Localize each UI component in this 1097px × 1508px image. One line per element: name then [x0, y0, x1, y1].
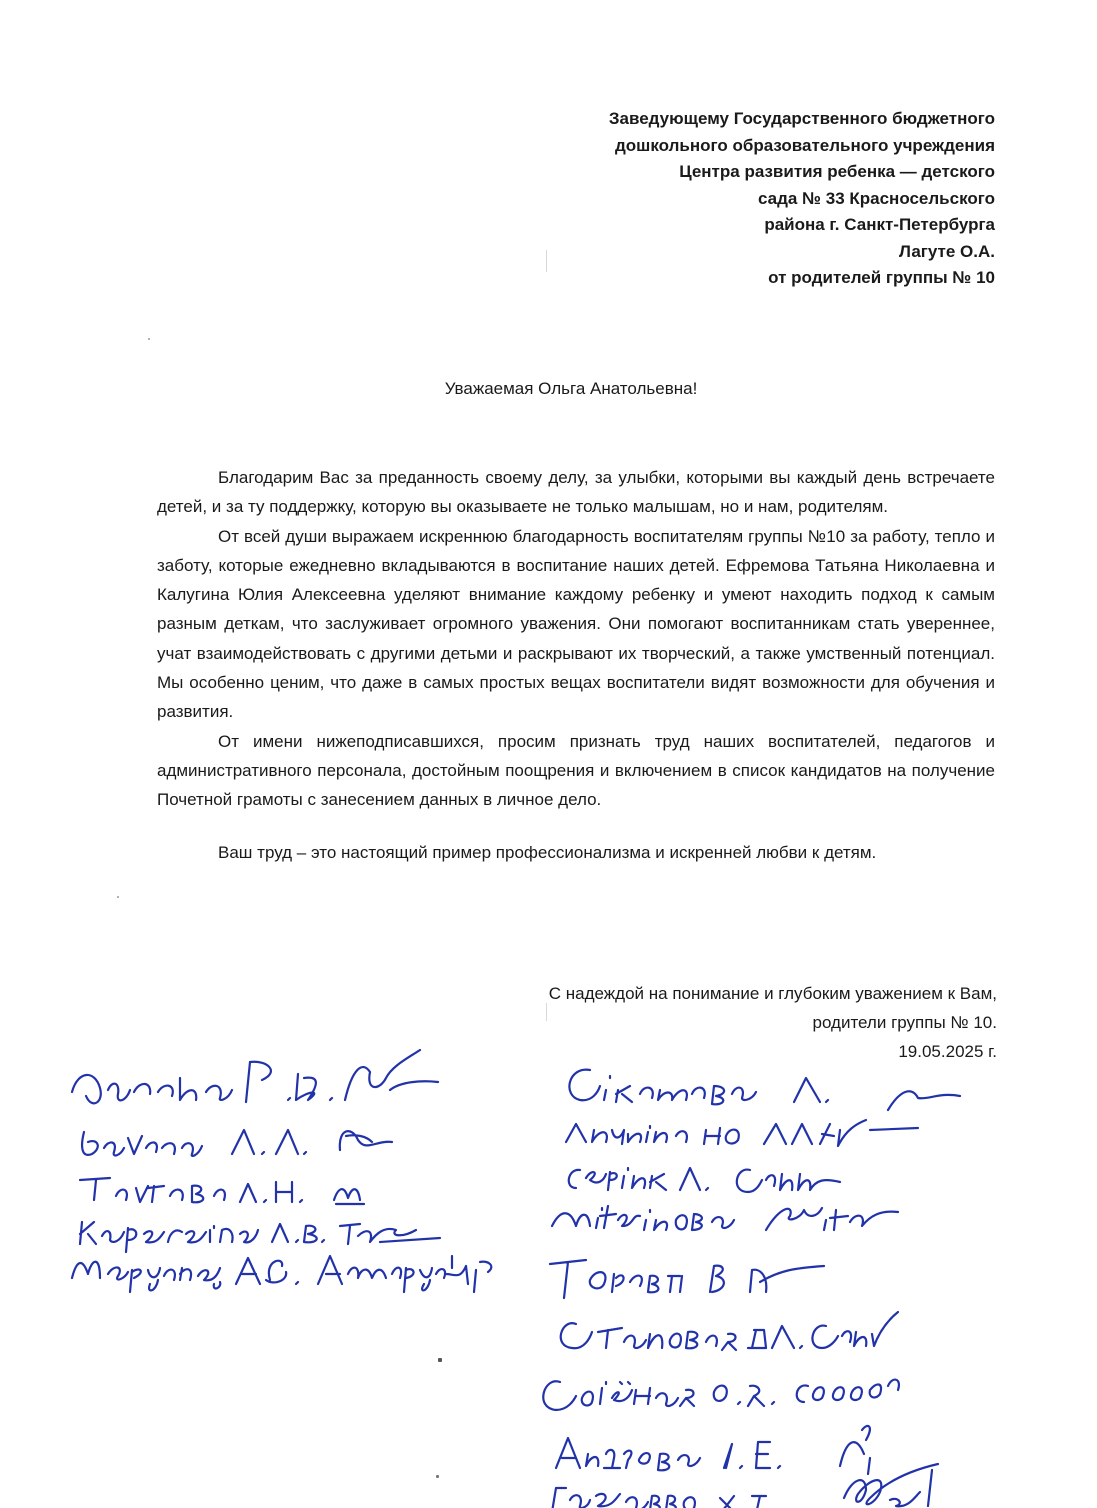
signature-right-4 [552, 1206, 898, 1230]
signature-left-1 [72, 1050, 438, 1103]
signatures-drawing [0, 1030, 1097, 1508]
handwritten-signatures [0, 1030, 1097, 1508]
closing-line: С надеждой на понимание и глубоким уважением к Вам, [548, 984, 997, 1003]
signature-right-9 [552, 1464, 938, 1508]
signature-right-1 [569, 1070, 960, 1110]
addressee-line: дошкольного образовательного учреждения [614, 135, 995, 155]
signature-right-8 [556, 1426, 870, 1474]
scan-artifact [436, 1475, 439, 1478]
sender-line: от родителей группы № 10 [768, 268, 995, 287]
scan-artifact [546, 250, 547, 272]
scan-artifact [148, 338, 150, 340]
signature-right-7 [543, 1380, 899, 1410]
closing-signoff: родители группы № 10. [812, 1013, 997, 1032]
signature-right-5 [550, 1260, 824, 1298]
body-paragraph: От имени нижеподписавшихся, просим признать труд наших воспитателей, педагогов и административного персонала, достойным поощрения и включением в список кандидатов на получение Почетной грамоты с занесением данных в личное дело. [157, 731, 995, 810]
body-paragraph: Благодарим Вас за преданность своему делу, за улыбки, которыми вы каждый день встречаете детей, и за ту поддержку, которую вы оказываете не только малышам, но и нам, родителям. [157, 468, 995, 517]
signature-left-4 [80, 1222, 440, 1252]
salutation: Уважаемая Ольга Анатольевна! [444, 379, 698, 398]
signature-right-2 [566, 1120, 918, 1146]
signature-left-2 [82, 1130, 392, 1156]
addressee-line: Центра развития ребенка — детского [679, 162, 995, 181]
addressee-line: Заведующему Государственного бюджетного [608, 109, 995, 128]
signature-left-3 [80, 1178, 364, 1204]
signature-left-5 [72, 1256, 491, 1292]
addressee-line: Лагуте О.А. [899, 241, 995, 261]
addressee-line: сада № 33 Красносельского [757, 188, 995, 208]
scan-artifact [546, 1003, 547, 1021]
body-paragraph: Ваш труд – это настоящий пример профессионализма и искренней любви к детям. [218, 842, 877, 862]
scan-artifact [117, 896, 119, 898]
addressee-block [475, 106, 995, 292]
addressee-line: района г. Санкт-Петербурга [764, 215, 995, 234]
signature-right-3 [569, 1168, 840, 1192]
body-paragraph: От всей души выражаем искреннюю благодарность воспитателям группы №10 за работу, тепло и заботу, которые ежедневно вкладываются в воспитание наших детей. Ефремова Татьяна Николаевна и Калугина Юлия Алексеевна уделяют внимание каждому ребенку и умеют находить подход к самым разным деткам, что заслуживает огромного уважения. Они помогают воспитанникам стать увереннее, учат взаимодействовать с другими детьми и раскрывают их творческий, а также умственный потенциал. Мы особенно ценим, что даже в самых простых вещах воспитатели видят возможности для обучения и развития. [157, 526, 995, 722]
scan-artifact [438, 1358, 442, 1362]
signature-right-6 [561, 1312, 898, 1350]
closing-date: 19.05.2025 г. [898, 1042, 997, 1061]
letter-body [157, 463, 995, 867]
